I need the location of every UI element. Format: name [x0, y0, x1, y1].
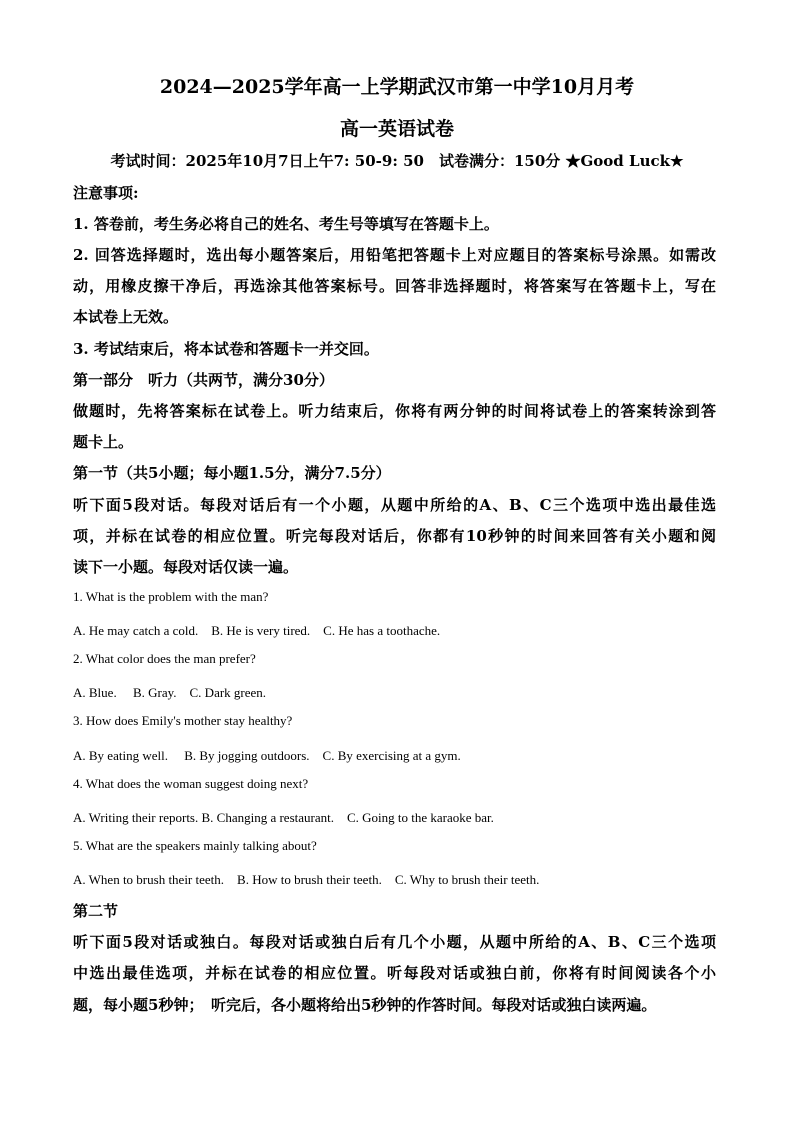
- section2-instruction-line-1: 听下面5段对话或独白。每段对话或独白后有几个小题，从题中所给的A、B、C三个选项: [73, 933, 716, 951]
- notice-heading: 注意事项:: [73, 184, 139, 202]
- section1-heading: 第一节（共5小题；每小题1.5分，满分7.5分）: [73, 464, 391, 482]
- notice-item-2-line-3: 本试卷上无效。: [73, 308, 179, 326]
- notice-item-2-line-2: 动，用橡皮擦干净后，再选涂其他答案标号。回答非选择题时，将答案写在答题卡上，写在: [73, 277, 716, 295]
- exam-info: 考试时间：2025年10月7日上午7: 50-9: 50 试卷满分：150分 ★Good Luck★: [110, 152, 684, 170]
- section1-instruction-line-1: 听下面5段对话。每段对话后有一个小题，从题中所给的A、B、C三个选项中选出最佳选: [73, 496, 716, 514]
- notice-item-3: 3. 考试结束后，将本试卷和答题卡一并交回。: [73, 340, 379, 358]
- part1-instruction-line-1: 做题时，先将答案标在试卷上。听力结束后，你将有两分钟的时间将试卷上的答案转涂到答: [73, 402, 716, 420]
- question-1-options: A. He may catch a cold. B. He is very tired. C. He has a toothache.: [73, 623, 441, 638]
- exam-title: 2024—2025学年高一上学期武汉市第一中学10月月考: [159, 76, 635, 98]
- question-2: 2. What color does the man prefer?: [73, 651, 256, 666]
- section2-heading: 第二节: [73, 902, 119, 920]
- question-1: 1. What is the problem with the man?: [73, 589, 269, 604]
- part1-heading: 第一部分 听力（共两节，满分30分）: [73, 371, 334, 389]
- notice-item-2-line-1: 2. 回答选择题时，选出每小题答案后，用铅笔把答题卡上对应题目的答案标号涂黑。如需改: [73, 246, 716, 264]
- section1-instruction-line-3: 读下一小题。每段对话仅读一遍。: [73, 558, 299, 576]
- question-3-options: A. By eating well. B. By jogging outdoors. C. By exercising at a gym.: [73, 748, 461, 763]
- question-3: 3. How does Emily's mother stay healthy?: [73, 713, 293, 728]
- question-2-options: A. Blue. B. Gray. C. Dark green.: [73, 685, 267, 700]
- part1-instruction-line-2: 题卡上。: [73, 433, 134, 451]
- notice-item-1: 1. 答卷前，考生务必将自己的姓名、考生号等填写在答题卡上。: [73, 215, 499, 233]
- question-4-options: A. Writing their reports. B. Changing a restaurant. C. Going to the karaoke bar.: [73, 810, 494, 825]
- section2-instruction-line-2: 中选出最佳选项，并标在试卷的相应位置。听每段对话或独白前，你将有时间阅读各个小: [73, 964, 716, 982]
- question-5-options: A. When to brush their teeth. B. How to brush their teeth. C. Why to brush their teeth.: [73, 872, 540, 887]
- section1-instruction-line-2: 项，并标在试卷的相应位置。听完每段对话后，你都有10秒钟的时间来回答有关小题和阅: [73, 527, 716, 545]
- question-4: 4. What does the woman suggest doing next?: [73, 776, 309, 791]
- exam-subtitle: 高一英语试卷: [339, 118, 454, 140]
- question-5: 5. What are the speakers mainly talking about?: [73, 838, 317, 853]
- section2-instruction-line-3: 题，每小题5秒钟； 听完后，各小题将给出5秒钟的作答时间。每段对话或独白读两遍。: [73, 996, 657, 1014]
